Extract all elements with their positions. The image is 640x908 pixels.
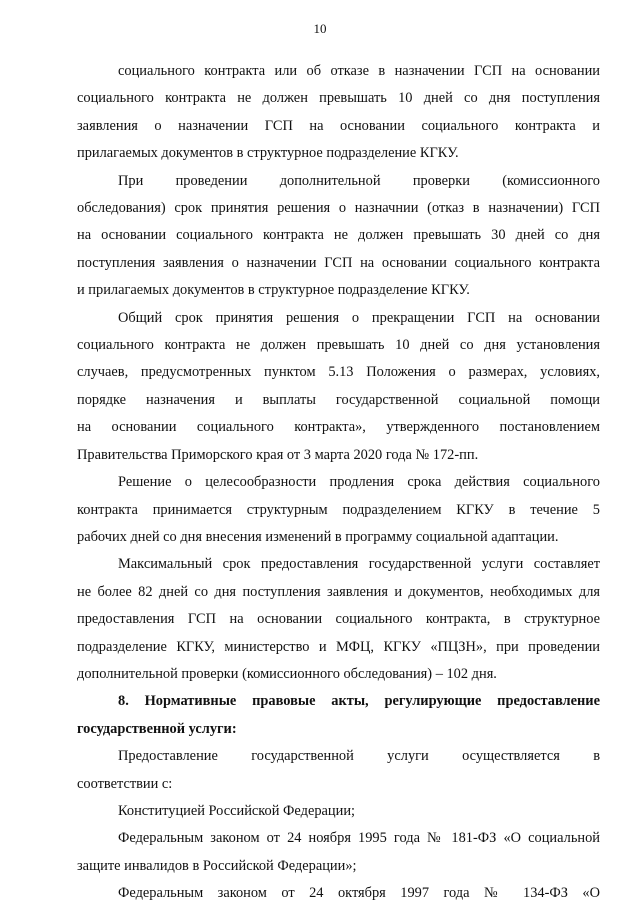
paragraph xyxy=(77,825,600,880)
text-line: поступления заявления о назначении ГСП на основании социального контракта xyxy=(77,254,600,271)
text-line: Предоставление государственной услуги осуществляется в xyxy=(118,748,600,765)
text-line: и прилагаемых документов в структурное подразделение КГКУ. xyxy=(77,282,470,299)
text-line: заявления о назначении ГСП на основании социального контракта и xyxy=(77,117,600,134)
text-line: Федеральным законом от 24 октября 1997 года № 134-ФЗ «О xyxy=(118,885,600,902)
paragraph xyxy=(77,305,600,469)
text-line: соответствии с: xyxy=(77,775,173,792)
text-line: дополнительной проверки (комиссионного обследования) – 102 дня. xyxy=(77,665,497,682)
paragraph xyxy=(77,798,600,825)
text-line: социального контракта или об отказе в назначении ГСП на основании xyxy=(118,63,600,79)
paragraph xyxy=(77,168,600,305)
text-line: порядке назначения и выплаты государственной социальной помощи xyxy=(77,391,600,408)
text-line: 8. Нормативные правовые акты, регулирующие предоставление xyxy=(118,693,600,710)
paragraph xyxy=(77,880,600,907)
text-line: Конституцией Российской Федерации; xyxy=(118,802,356,819)
paragraph xyxy=(77,743,600,798)
text-line: социального контракта не должен превышать 10 дней со дня установления xyxy=(77,337,600,354)
text-line: контракта принимается структурным подразделением КГКУ в течение 5 xyxy=(77,501,600,518)
paragraph xyxy=(77,58,600,168)
section-heading xyxy=(77,688,600,743)
text-line: обследования) срок принятия решения о назначнии (отказ в назначении) ГСП xyxy=(77,200,600,217)
text-line: не более 82 дней со дня поступления заявления и документов, необходимых для xyxy=(77,583,600,600)
paragraph xyxy=(77,551,600,688)
text-line: защите инвалидов в Российской Федерации»; xyxy=(77,857,357,874)
text-line: государственной услуги: xyxy=(77,720,237,737)
text-line: случаев, предусмотренных пунктом 5.13 Положения о размерах, условиях, xyxy=(77,364,600,381)
page-number: 10 xyxy=(313,21,327,36)
text-line: При проведении дополнительной проверки (комиссионного xyxy=(118,172,600,189)
text-line: Федеральным законом от 24 ноября 1995 года № 181-ФЗ «О социальной xyxy=(118,830,600,847)
text-line: Максимальный срок предоставления государственной услуги составляет xyxy=(118,556,600,573)
text-line: социального контракта не должен превышать 10 дней со дня поступления xyxy=(77,90,600,107)
paragraph xyxy=(77,469,600,551)
text-line: прилагаемых документов в структурное подразделение КГКУ. xyxy=(77,145,459,162)
text-line: на основании социального контракта не должен превышать 30 дней со дня xyxy=(77,227,600,244)
document-body xyxy=(77,58,600,908)
text-line: Общий срок принятия решения о прекращении ГСП на основании xyxy=(118,309,600,326)
text-line: подразделение КГКУ, министерство и МФЦ, КГКУ «ПЦЗН», при проведении xyxy=(77,638,600,655)
text-line: рабочих дней со дня внесения изменений в программу социальной адаптации. xyxy=(77,528,559,545)
text-line: Решение о целесообразности продления срока действия социального xyxy=(118,474,600,491)
text-line: предоставления ГСП на основании социального контракта, в структурное xyxy=(77,611,600,628)
text-line: на основании социального контракта», утвержденного постановлением xyxy=(77,419,600,436)
text-line: Правительства Приморского края от 3 марта 2020 года № 172-пп. xyxy=(77,446,479,463)
